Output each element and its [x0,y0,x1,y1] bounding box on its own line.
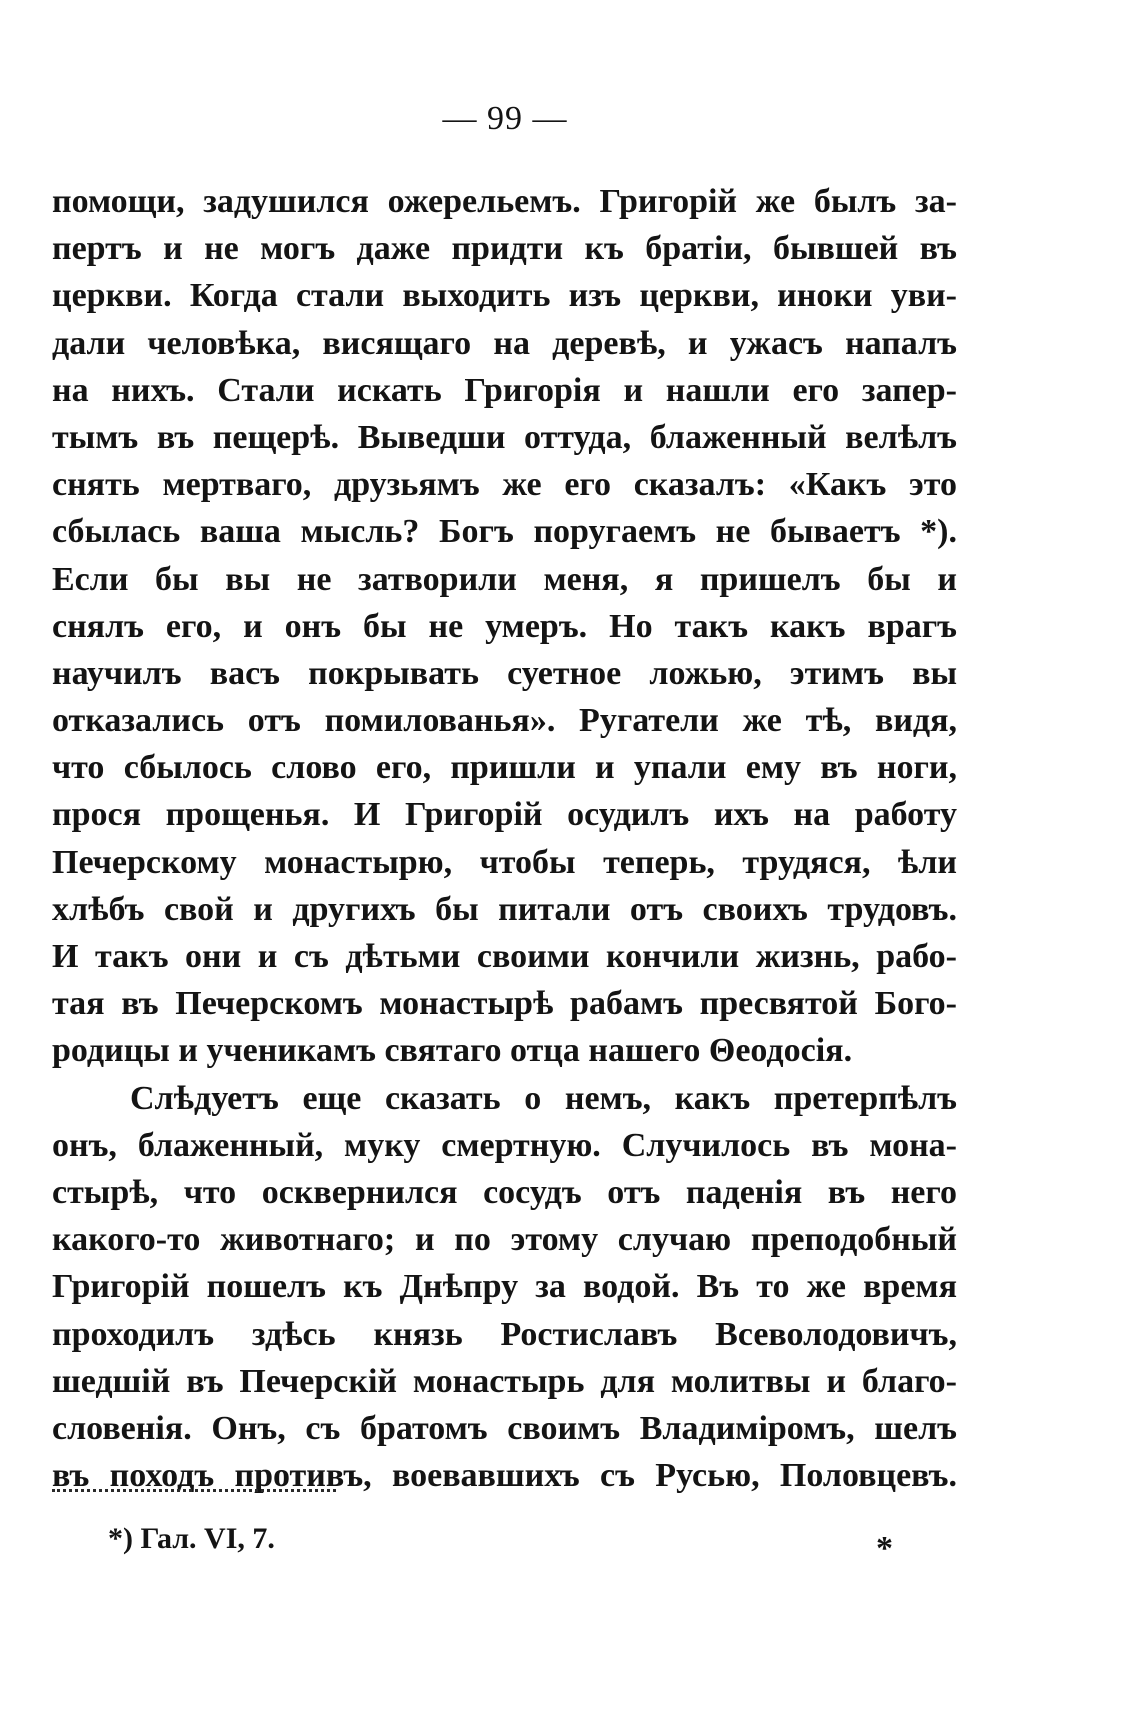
main-text [52,178,957,1499]
text-line: шедшій въ Печерскій монастырь для молитвы и благо- [52,1362,957,1400]
text-line: что сбылось слово его, пришли и упали ему въ ноги, [52,749,957,787]
text-line: дали человѣка, висящаго на деревѣ, и ужасъ напалъ [52,324,957,362]
text-line: стырѣ, что осквернился сосудъ отъ паденія въ него [52,1173,957,1211]
footnote-divider [52,1489,336,1492]
text-line: Если бы вы не затворили меня, я пришелъ бы и [52,560,957,598]
text-line: отказались отъ помилованья». Ругатели же тѣ, видя, [52,702,957,740]
page-number: — 99 — [442,100,568,137]
text-line: проходилъ здѣсь князь Ростиславъ Всеволодовичъ, [52,1315,957,1353]
text-line: словенія. Онъ, съ братомъ своимъ Владиміромъ, шелъ [52,1409,957,1447]
text-line: хлѣбъ свой и другихъ бы питали отъ своихъ трудовъ. [52,890,957,928]
text-line: сбылась ваша мысль? Богъ поругаемъ не бываетъ *). [52,513,957,551]
text-line: на нихъ. Стали искать Григорія и нашли его запер- [52,371,957,409]
text-line: тымъ въ пещерѣ. Выведши оттуда, блаженный велѣлъ [52,418,957,456]
text-line: снять мертваго, друзьямъ же его сказалъ: «Какъ это [52,466,957,504]
text-line: Печерскому монастырю, чтобы теперь, трудяся, ѣли [52,843,957,881]
text-line: родицы и ученикамъ святаго отца нашего Θеодосія. [52,1032,853,1070]
text-line: пертъ и не могъ даже придти къ братіи, бывшей въ [52,230,957,268]
text-line: научилъ васъ покрывать суетное ложью, этимъ вы [52,654,957,692]
text-line: прося прощенья. И Григорій осудилъ ихъ на работу [52,796,957,834]
corner-asterisk: * [876,1530,893,1567]
text-line: въ походъ противъ, воевавшихъ съ Русью, Половцевъ. [52,1457,957,1495]
text-line: церкви. Когда стали выходить изъ церкви, иноки уви- [52,277,957,315]
footnote: *) Гал. VI, 7. [108,1522,275,1555]
text-line: онъ, блаженный, муку смертную. Случилось въ мона- [52,1126,957,1164]
text-line: тая въ Печерскомъ монастырѣ рабамъ пресвятой Бого- [52,985,957,1023]
text-line: какого-то животнаго; и по этому случаю преподобный [52,1221,957,1259]
text-line: Григорій пошелъ къ Днѣпру за водой. Въ то же время [52,1268,957,1306]
text-line: помощи, задушился ожерельемъ. Григорій же былъ за- [52,183,957,220]
text-line: И такъ они и съ дѣтьми своими кончили жизнь, рабо- [52,938,957,975]
text-line: снялъ его, и онъ бы не умеръ. Но такъ какъ врагъ [52,607,957,645]
text-line: Слѣдуетъ еще сказать о немъ, какъ претерпѣлъ [130,1079,957,1117]
